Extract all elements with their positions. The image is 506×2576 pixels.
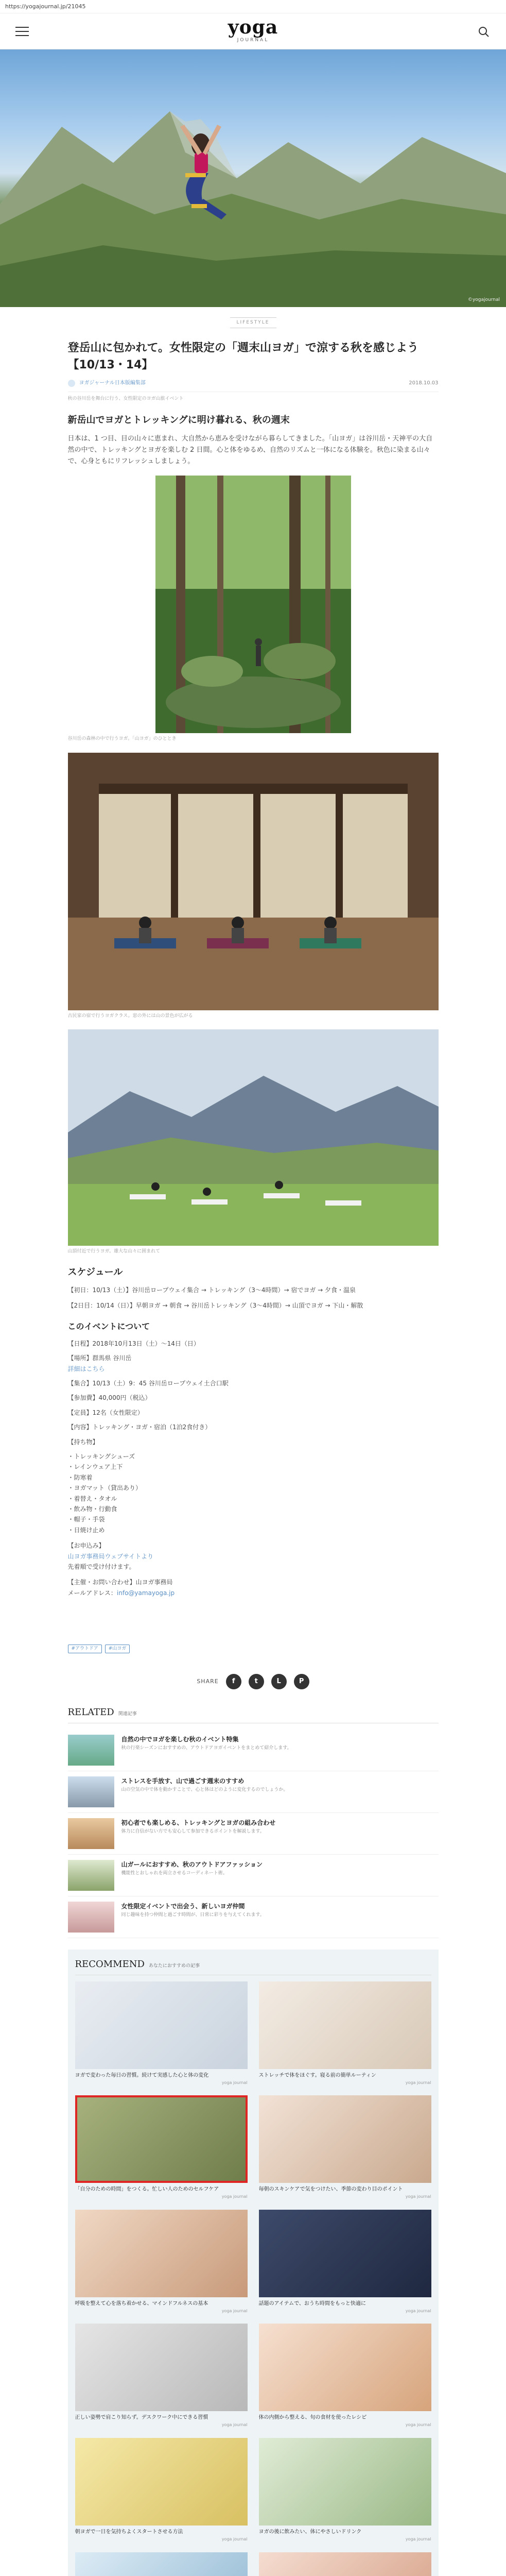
hero-image: [0, 49, 506, 307]
author-link[interactable]: ヨガジャーナル日本版編集部: [79, 380, 146, 386]
tag-outdoor[interactable]: #アウトドア: [68, 1645, 102, 1653]
related-item[interactable]: 山ガールにおすすめ、秋のアウトドアファッション 機能性とおしゃれを両立させるコーディネート術。: [68, 1855, 439, 1896]
schedule-heading: スケジュール: [67, 1267, 123, 1278]
tag-list: [68, 1645, 439, 1653]
related-item[interactable]: ストレスを手放す、山で過ごす週末のすすめ 山の空気の中で体を動かすことで、心と体はどのように変化するのでしょうか。: [68, 1771, 439, 1813]
items-heading: 【持ち物】: [67, 1438, 99, 1446]
line-icon[interactable]: L: [271, 1674, 287, 1689]
publish-date: 2018.10.03: [409, 380, 439, 386]
tag-yamayoga[interactable]: #山ヨガ: [105, 1645, 130, 1653]
mountain-yoga-caption: 山頂付近で行うヨガ。雄大な山々に囲まれて: [67, 1249, 161, 1255]
facebook-icon[interactable]: f: [226, 1674, 241, 1689]
related-heading: RELATED: [67, 1707, 114, 1718]
pinterest-icon[interactable]: P: [294, 1674, 309, 1689]
article-title: 登岳山に包かれて。女性限定の「週末山ヨガ」で涼する秋を感じよう【10/13・14】: [67, 342, 419, 372]
category-label[interactable]: LIFESTYLE: [230, 317, 276, 328]
related-section: [68, 1705, 439, 1938]
recommend-card[interactable]: 毎朝のスキンケアで気をつけたい、季節の変わり目のポイント yoga journal: [259, 2095, 431, 2200]
article-subheading: 新岳山でヨガとトレッキングに明け暮れる、秋の週末: [67, 414, 290, 426]
recommend-card-highlighted[interactable]: 「自分のための時間」をつくる。忙しい人のためのセルフケア yoga journal: [75, 2095, 248, 2200]
site-logo[interactable]: [29, 18, 477, 44]
byline: [68, 379, 439, 392]
contact-note: 先着順で受け付けます。: [67, 1563, 135, 1570]
recommend-card[interactable]: ストレッチで体をほぐす。寝る前の簡単ルーティン yoga journal: [259, 1981, 431, 2087]
recommend-heading: RECOMMEND: [75, 1959, 145, 1970]
related-sub: 関連記事: [118, 1711, 137, 1717]
organizer: 【主催・お問い合わせ】山ヨガ事務局: [67, 1579, 173, 1586]
items-list: ・トレッキングシューズ ・レインウェア上下 ・防寒着 ・ヨガマット（貸出あり） ・着替え・タオル ・飲み物・行動食 ・帽子・手袋 ・日焼け止め: [67, 1453, 142, 1534]
place-link[interactable]: 詳細はこちら: [67, 1365, 105, 1372]
recommend-card[interactable]: 体の内側から整える、旬の食材を使ったレシピ yoga journal: [259, 2324, 431, 2429]
event-capacity: 【定員】12名（女性限定）: [67, 1409, 144, 1416]
recommend-card[interactable]: 呼吸を整えて心を落ち着かせる、マインドフルネスの基本 yoga journal: [75, 2210, 248, 2315]
site-header: [0, 13, 506, 49]
related-item[interactable]: 女性限定イベントで出会う、新しいヨガ仲間 同じ趣味を持つ仲間と過ごす時間が、日常に彩りを与えてくれます。: [68, 1896, 439, 1938]
contact-link[interactable]: 山ヨガ事務局ウェブサイトより: [67, 1552, 154, 1560]
event-heading: このイベントについて: [67, 1321, 150, 1331]
search-icon[interactable]: [477, 26, 491, 37]
related-thumb: [68, 1860, 114, 1891]
related-thumb: [68, 1776, 114, 1807]
recommend-card[interactable]: 正しい姿勢で肩こり知らず。デスクワーク中にできる習慣 yoga journal: [75, 2324, 248, 2429]
related-item[interactable]: 初心者でも楽しめる、トレッキングとヨガの組み合わせ 体力に自信がない方でも安心して参加できるポイントを解説します。: [68, 1813, 439, 1855]
twitter-icon[interactable]: t: [249, 1674, 264, 1689]
mountain-yoga-photo: [68, 1029, 439, 1246]
schedule-day1: 【初日：10/13（土）】谷川岳ロープウェイ集合 → トレッキング（3～4時間）→ 宿でヨガ → 夕食・温泉: [67, 1286, 356, 1294]
recommend-card[interactable]: ヨガで変わった毎日の習慣。続けて実感した心と体の変化 yoga journal: [75, 1981, 248, 2087]
schedule: [68, 1285, 439, 1311]
logo-main: yoga: [228, 16, 278, 38]
hero-scene: [0, 49, 506, 307]
mail-link[interactable]: info@yamayoga.jp: [116, 1589, 175, 1597]
related-thumb: [68, 1735, 114, 1766]
hero-credit: ©yogajournal: [467, 297, 500, 302]
recommend-section: [68, 1950, 439, 2576]
event-info: [68, 1338, 439, 1535]
event-place: 【場所】群馬県 谷川岳 詳細はこちら: [67, 1354, 132, 1372]
indoor-yoga-caption: 古民家の宿で行うヨガクラス。窓の外には山の景色が広がる: [67, 1013, 193, 1019]
recommend-card[interactable]: 話題のアイテムで、おうち時間をもっと快適に yoga journal: [259, 2210, 431, 2315]
author-avatar: [68, 380, 75, 387]
mail-line: メールアドレス：info@yamayoga.jp: [67, 1589, 175, 1597]
schedule-day2: 【2日目：10/14（日）】早朝ヨガ → 朝食 → 谷川岳トレッキング（3～4時間）→ 山頂でヨガ → 下山・解散: [67, 1302, 363, 1310]
menu-icon[interactable]: [15, 26, 29, 37]
related-thumb: [68, 1818, 114, 1849]
recommend-sub: あなたにおすすめの記事: [148, 1963, 200, 1969]
event-detail: 【内容】トレッキング・ヨガ・宿泊（1泊2食付き）: [67, 1423, 212, 1431]
header-caption: 秋の谷川岳を舞台に行う、女性限定のヨガ山旅イベント: [67, 396, 184, 402]
recommend-card[interactable]: [259, 2552, 431, 2576]
recommend-card[interactable]: ヨガの後に飲みたい、体にやさしいドリンク yoga journal: [259, 2438, 431, 2543]
share-bar: [68, 1674, 439, 1689]
contact: [68, 1540, 439, 1598]
forest-photo: [155, 476, 351, 733]
url-bar: https://yogajournal.jp/21045: [0, 0, 506, 13]
share-label: SHARE: [197, 1678, 219, 1685]
recommend-card[interactable]: [75, 2552, 248, 2576]
event-meet: 【集合】10/13（土）9：45 谷川岳ロープウェイ土合口駅: [67, 1380, 229, 1387]
event-fee: 【参加費】40,000円（税込）: [67, 1394, 151, 1402]
logo-sub: JOURNAL: [237, 37, 269, 43]
event-date: 【日程】2018年10月13日（土）～14日（日）: [67, 1340, 200, 1347]
forest-photo-caption: 谷川岳の森林の中で行うヨガ。「山ヨガ」のひととき: [67, 736, 177, 742]
indoor-yoga-photo: [68, 753, 439, 1010]
recommend-card[interactable]: 朝ヨガで一日を気持ちよくスタートさせる方法 yoga journal: [75, 2438, 248, 2543]
related-thumb: [68, 1902, 114, 1933]
contact-heading: 【お申込み】: [67, 1542, 105, 1550]
article-lead: 日本は、1 つ目、目の山々に恵まれ、大自然から恵みを受けながら暮らしてきました。「山ヨガ」は谷川岳・天神平の大自然の中で、トレッキングとヨガを楽しむ 2 日間。心と体をゆるめ、自然のリズムと一体になる体験を。秋色に染まる山々で、心身ともにリフレッシュしましょう。: [67, 435, 433, 466]
related-item[interactable]: 自然の中でヨガを楽しむ秋のイベント特集 秋の行楽シーズンにおすすめの、アウトドアヨガイベントをまとめて紹介します。: [68, 1730, 439, 1771]
article: [68, 307, 439, 2576]
